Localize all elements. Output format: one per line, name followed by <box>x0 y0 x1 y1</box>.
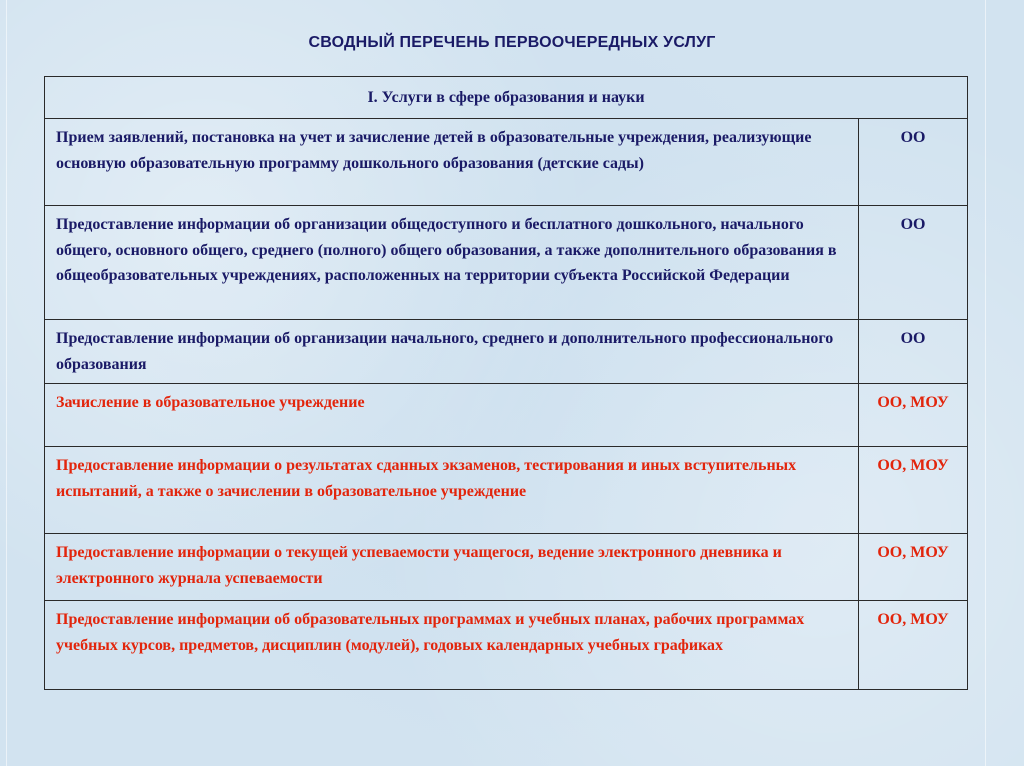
background-edge-left <box>6 0 7 766</box>
service-code: ОО, МОУ <box>859 601 968 690</box>
background-edge-right <box>985 0 986 766</box>
service-code: ОО <box>859 119 968 206</box>
table-row <box>45 601 968 690</box>
service-description: Зачисление в образовательное учреждение <box>45 384 859 447</box>
service-description: Предоставление информации об организации общедоступного и бесплатного дошкольного, начального общего, основного общего, среднего (полного) общего образования, а также дополнительного образования в общеобразовательных учреждениях, расположенных на территории субъекта Российской Федерации <box>45 206 859 320</box>
service-code: ОО, МОУ <box>859 384 968 447</box>
service-code: ОО, МОУ <box>859 447 968 534</box>
table-row <box>45 534 968 601</box>
table-row <box>45 384 968 447</box>
table-row <box>45 320 968 384</box>
service-description: Предоставление информации об образовательных программах и учебных планах, рабочих программах учебных курсов, предметов, дисциплин (модулей), годовых календарных учебных графиках <box>45 601 859 690</box>
section-header: I. Услуги в сфере образования и науки <box>45 77 968 119</box>
service-description: Прием заявлений, постановка на учет и зачисление детей в образовательные учреждения, реализующие основную образовательную программу дошкольного образования (детские сады) <box>45 119 859 206</box>
table-row <box>45 206 968 320</box>
service-code: ОО, МОУ <box>859 534 968 601</box>
service-description: Предоставление информации о результатах сданных экзаменов, тестирования и иных вступительных испытаний, а также о зачислении в образовательное учреждение <box>45 447 859 534</box>
table-row <box>45 447 968 534</box>
section-header-row <box>45 77 968 119</box>
table-row <box>45 119 968 206</box>
service-description: Предоставление информации о текущей успеваемости учащегося, ведение электронного дневника и электронного журнала успеваемости <box>45 534 859 601</box>
slide-title: СВОДНЫЙ ПЕРЕЧЕНЬ ПЕРВООЧЕРЕДНЫХ УСЛУГ <box>308 34 716 51</box>
service-code: ОО <box>859 206 968 320</box>
service-code: ОО <box>859 320 968 384</box>
service-description: Предоставление информации об организации начального, среднего и дополнительного профессионального образования <box>45 320 859 384</box>
services-table <box>44 76 968 690</box>
